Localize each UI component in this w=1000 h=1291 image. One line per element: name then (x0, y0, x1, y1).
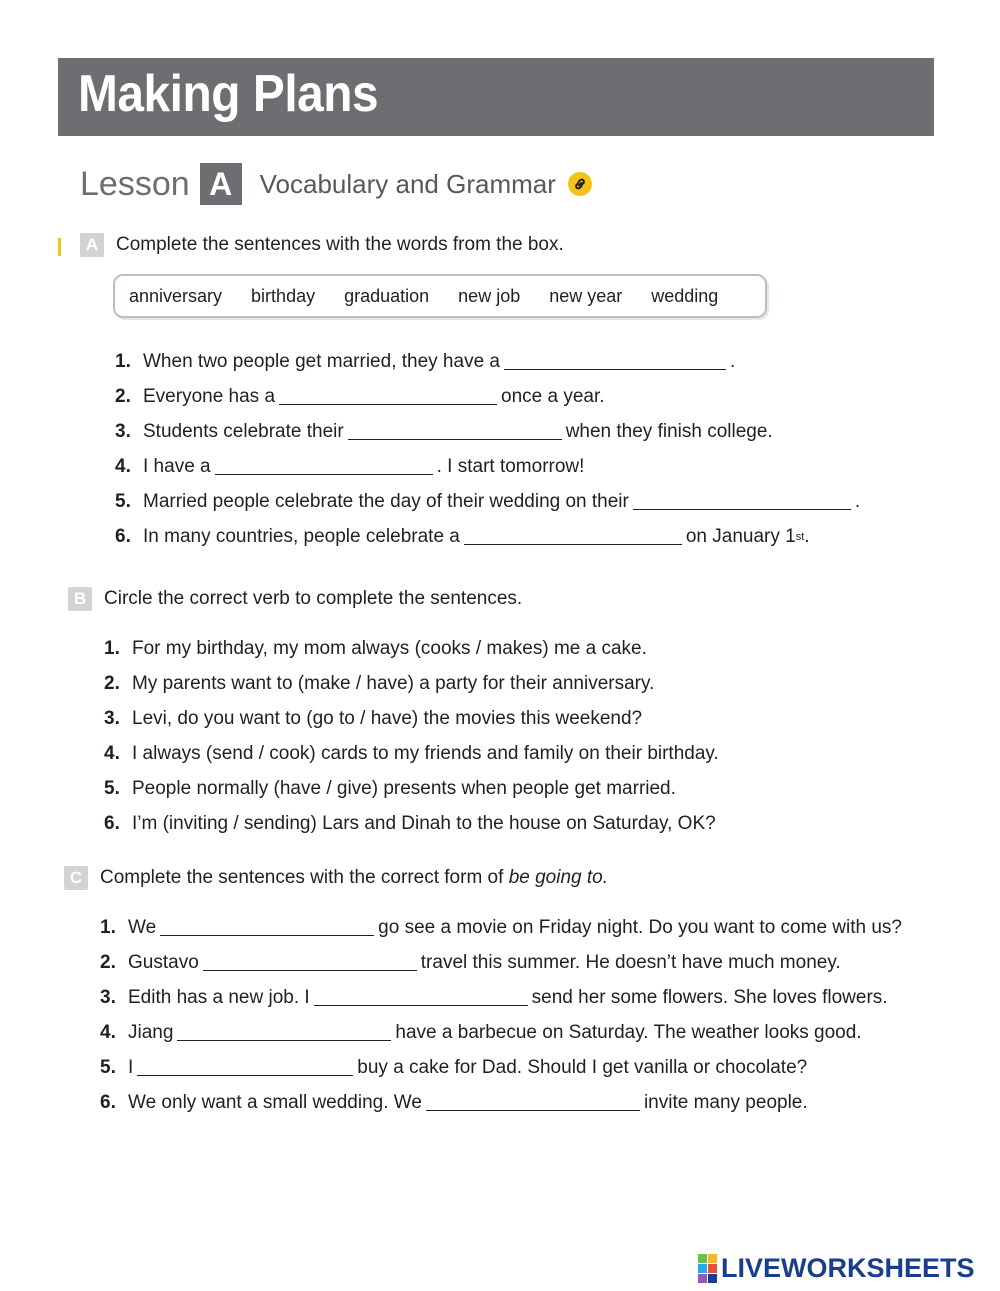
word-bank-item: new year (549, 285, 623, 306)
item-text: I have a (143, 455, 211, 477)
item-number: 3. (115, 420, 131, 442)
answer-blank[interactable] (160, 919, 374, 936)
item-text: travel this summer. He doesn’t have much money. (420, 951, 841, 973)
margin-marker (58, 238, 61, 256)
list-item (104, 806, 719, 841)
item-text: when they finish college. (565, 420, 773, 442)
answer-blank[interactable] (137, 1059, 353, 1076)
item-text: have a barbecue on Saturday. The weather looks good. (395, 1021, 862, 1043)
item-text: once a year. (501, 385, 605, 407)
item-text: Students celebrate their (143, 420, 344, 442)
section-c-list (100, 910, 902, 1120)
item-text: go see a movie on Friday night. Do you want to come with us? (378, 916, 902, 938)
list-item (104, 701, 719, 736)
list-item (100, 980, 902, 1015)
item-text: We only want a small wedding. We (128, 1091, 422, 1113)
superscript: st (795, 530, 805, 543)
answer-blank[interactable] (215, 458, 433, 475)
list-item (104, 666, 719, 701)
item-number: 2. (100, 951, 116, 973)
list-item (104, 736, 719, 771)
list-item (115, 484, 860, 519)
list-item (115, 449, 860, 484)
section-c-header (64, 866, 608, 890)
item-text: . I start tomorrow! (436, 455, 585, 477)
item-number: 3. (104, 707, 120, 729)
answer-blank[interactable] (426, 1094, 640, 1111)
lesson-label: Lesson (80, 164, 190, 203)
item-text[interactable]: I’m (inviting / sending) Lars and Dinah to the house on Saturday, OK? (132, 812, 716, 834)
section-a-instruction: Complete the sentences with the words from the box. (116, 234, 564, 255)
brand-logo-icon (698, 1254, 717, 1283)
word-bank-item: new job (458, 285, 521, 306)
item-number: 3. (100, 986, 116, 1008)
list-item (100, 945, 902, 980)
list-item (100, 1050, 902, 1085)
section-c-badge: C (64, 866, 88, 890)
item-text: . (729, 350, 736, 372)
section-a-header (80, 233, 564, 257)
item-text[interactable]: People normally (have / give) presents when people get married. (132, 777, 676, 799)
link-icon[interactable] (568, 172, 592, 196)
lesson-letter-badge: A (200, 163, 242, 205)
item-number: 1. (100, 916, 116, 938)
brand-name: LIVEWORKSHEETS (721, 1253, 975, 1283)
lesson-header (80, 162, 592, 206)
answer-blank[interactable] (177, 1024, 391, 1041)
item-text: Jiang (128, 1021, 174, 1043)
item-number: 1. (104, 637, 120, 659)
section-b-list (104, 631, 719, 841)
item-number: 2. (115, 385, 131, 407)
section-b-instruction: Circle the correct verb to complete the sentences. (104, 588, 523, 609)
word-bank-item: graduation (344, 285, 430, 306)
section-c-instruction: Complete the sentences with the correct form of (100, 867, 504, 888)
list-item (115, 414, 860, 449)
item-number: 5. (100, 1056, 116, 1078)
section-b-badge: B (68, 587, 92, 611)
lesson-subtitle: Vocabulary and Grammar (259, 168, 556, 199)
item-text: I (128, 1056, 134, 1078)
answer-blank[interactable] (464, 528, 682, 545)
item-text: send her some flowers. She loves flowers. (531, 986, 888, 1008)
item-text[interactable]: For my birthday, my mom always (cooks / makes) me a cake. (132, 637, 647, 659)
list-item (104, 631, 719, 666)
title-bar (58, 58, 934, 136)
item-text: . (854, 490, 861, 512)
list-item (100, 1085, 902, 1120)
item-number: 1. (115, 350, 131, 372)
item-text: on January 1 (685, 525, 796, 547)
liveworksheets-brand[interactable] (698, 1253, 975, 1284)
word-bank-box (113, 274, 767, 318)
item-number: 4. (115, 455, 131, 477)
section-a-list (115, 344, 860, 554)
item-text: Everyone has a (143, 385, 276, 407)
word-bank-item: anniversary (129, 285, 223, 306)
list-item (115, 344, 860, 379)
answer-blank[interactable] (279, 388, 497, 405)
item-text: . (804, 525, 810, 547)
answer-blank[interactable] (633, 493, 851, 510)
item-text: We (128, 916, 157, 938)
item-text[interactable]: Levi, do you want to (go to / have) the movies this weekend? (132, 707, 643, 729)
item-text: In many countries, people celebrate a (143, 525, 460, 547)
word-bank-item: birthday (251, 285, 316, 306)
section-b-header (68, 587, 522, 611)
item-text: Gustavo (128, 951, 199, 973)
item-text: invite many people. (643, 1091, 808, 1113)
list-item (115, 379, 860, 414)
page-title: Making Plans (78, 65, 379, 123)
list-item (104, 771, 719, 806)
item-number: 6. (100, 1091, 116, 1113)
item-text[interactable]: I always (send / cook) cards to my friends and family on their birthday. (132, 742, 719, 764)
item-number: 4. (104, 742, 120, 764)
list-item (115, 519, 860, 554)
item-number: 2. (104, 672, 120, 694)
item-number: 5. (115, 490, 131, 512)
item-number: 5. (104, 777, 120, 799)
item-number: 6. (115, 525, 131, 547)
list-item (100, 910, 902, 945)
item-number: 6. (104, 812, 120, 834)
item-number: 4. (100, 1021, 116, 1043)
item-text[interactable]: My parents want to (make / have) a party for their anniversary. (132, 672, 655, 694)
answer-blank[interactable] (504, 353, 726, 370)
item-text: buy a cake for Dad. Should I get vanilla or chocolate? (357, 1056, 808, 1078)
list-item (100, 1015, 902, 1050)
word-bank-item: wedding (651, 285, 719, 306)
answer-blank[interactable] (203, 954, 417, 971)
item-text: When two people get married, they have a (143, 350, 500, 372)
item-text: Edith has a new job. I (128, 986, 310, 1008)
section-a-badge: A (80, 233, 104, 257)
answer-blank[interactable] (348, 423, 562, 440)
section-c-instruction-italic: be going to. (508, 867, 609, 888)
item-text: Married people celebrate the day of their wedding on their (143, 490, 629, 512)
answer-blank[interactable] (314, 989, 528, 1006)
